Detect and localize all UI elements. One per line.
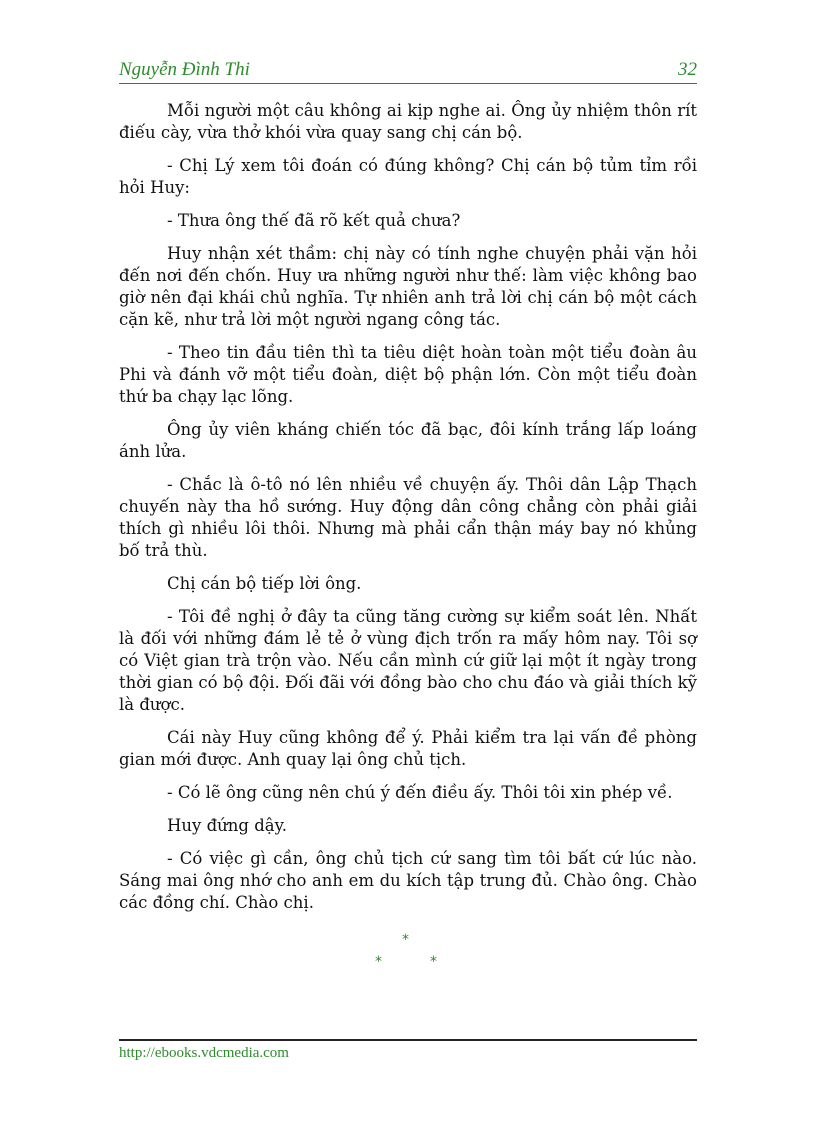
paragraph: Huy đứng dậy. [167, 816, 287, 835]
body-text [119, 100, 697, 925]
separator-star-icon: * [430, 954, 437, 970]
paragraph: Mỗi người một câu không ai kịp nghe ai. Ông ủy nhiệm thôn rít điếu cày, vừa thở khói vừa quay sang chị cán bộ. [119, 101, 697, 142]
footer-divider [119, 1039, 697, 1041]
footer-url: http://ebooks.vdcmedia.com [119, 1045, 289, 1061]
paragraph: - Thưa ông thế đã rõ kết quả chưa? [167, 211, 461, 230]
paragraph: - Theo tin đầu tiên thì ta tiêu diệt hoàn toàn một tiểu đoàn âu Phi và đánh vỡ một tiểu đoàn, diệt bộ phận lớn. Còn một tiểu đoàn thứ ba chạy lạc lõng. [119, 343, 697, 406]
paragraph: - Có lẽ ông cũng nên chú ý đến điều ấy. Thôi tôi xin phép về. [167, 783, 673, 802]
paragraph: - Chị Lý xem tôi đoán có đúng không? Chị cán bộ tủm tỉm rồi hỏi Huy: [119, 156, 697, 197]
paragraph: - Có việc gì cần, ông chủ tịch cứ sang tìm tôi bất cứ lúc nào. Sáng mai ông nhớ cho anh em du kích tập trung đủ. Chào ông. Chào các đồng chí. Chào chị. [119, 849, 697, 912]
author-name: Nguyễn Đình Thi [119, 59, 250, 80]
separator-star-icon: * [375, 954, 382, 970]
paragraph: Cái này Huy cũng không để ý. Phải kiểm tra lại vấn đề phòng gian mới được. Anh quay lại ông chủ tịch. [119, 728, 697, 769]
paragraph: Chị cán bộ tiếp lời ông. [167, 574, 362, 593]
paragraph: Huy nhận xét thầm: chị này có tính nghe chuyện phải vặn hỏi đến nơi đến chốn. Huy ưa những người như thế: làm việc không bao giờ nên đại khái chủ nghĩa. Tự nhiên anh trả lời chị cán bộ một cách cặn kẽ, như trả lời một người ngang công tác. [119, 244, 697, 329]
paragraph: - Chắc là ô-tô nó lên nhiều về chuyện ấy. Thôi dân Lập Thạch chuyến này tha hồ sướng. Huy động dân công chẳng còn phải giải thích gì nhiều lôi thôi. Nhưng mà phải cẩn thận máy bay nó khủng bố trả thù. [119, 475, 697, 560]
separator-star-icon: * [402, 932, 409, 948]
page-number: 32 [678, 59, 697, 80]
paragraph: Ông ủy viên kháng chiến tóc đã bạc, đôi kính trắng lấp loáng ánh lửa. [119, 420, 697, 461]
paragraph: - Tôi đề nghị ở đây ta cũng tăng cường sự kiểm soát lên. Nhất là đối với những đám lẻ tẻ ở vùng địch trốn ra mấy hôm nay. Tôi sợ có Việt gian trà trộn vào. Nếu cần mình cứ giữ lại một ít ngày trong thời gian có bộ đội. Đối đãi với đồng bào cho chu đáo và giải thích kỹ là được. [119, 607, 697, 714]
page-header [119, 59, 697, 84]
